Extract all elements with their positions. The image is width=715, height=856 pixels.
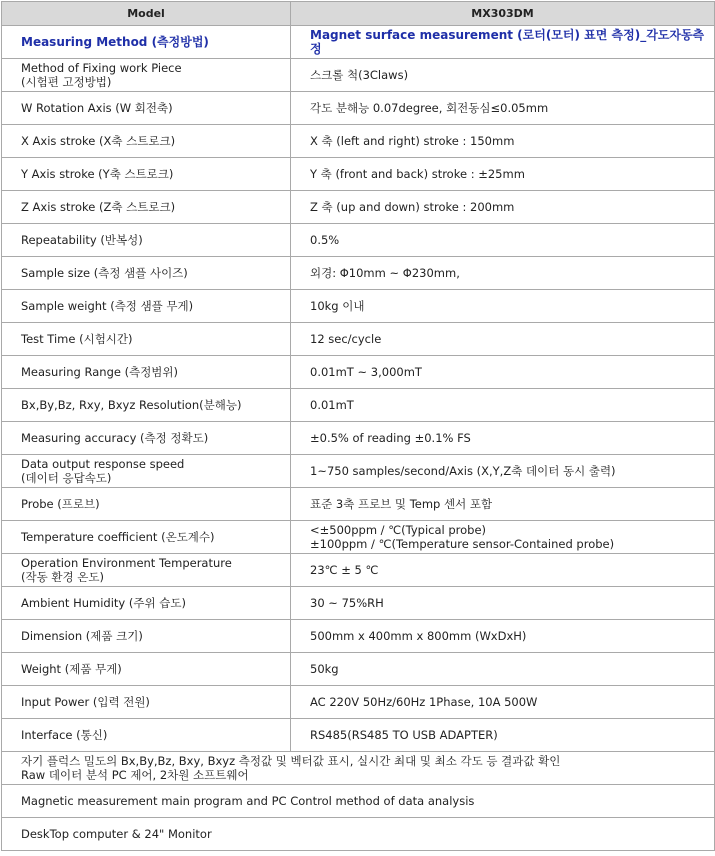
spec-row <box>2 686 715 719</box>
spec-label-line: Ambient Humidity (주위 습도) <box>21 596 186 610</box>
spec-label-line: Test Time (시험시간) <box>21 332 133 346</box>
spec-label-line: Z Axis stroke (Z축 스트로크) <box>21 200 176 214</box>
spec-label-line: Interface (통신) <box>21 728 108 742</box>
spec-value <box>291 620 715 653</box>
spec-value <box>291 554 715 587</box>
spec-value-line: ±100ppm / ℃(Temperature sensor-Contained probe) <box>310 537 615 551</box>
spec-row <box>2 92 715 125</box>
spec-value <box>291 356 715 389</box>
spec-value-line: 0.5% <box>310 233 340 247</box>
spec-value <box>291 653 715 686</box>
spec-row <box>2 422 715 455</box>
spec-label <box>2 719 291 752</box>
spec-row <box>2 158 715 191</box>
note-text-line: Raw 데이터 분석 PC 제어, 2차원 소프트웨어 <box>21 768 249 782</box>
spec-table <box>1 1 715 851</box>
spec-label-line: Bx,By,Bz, Rxy, Bxyz Resolution(분해능) <box>21 398 242 412</box>
note-text-line: DeskTop computer & 24" Monitor <box>21 827 212 841</box>
spec-row <box>2 356 715 389</box>
spec-label <box>2 356 291 389</box>
spec-row <box>2 125 715 158</box>
note-text <box>2 752 715 785</box>
spec-value-line: 외경: Φ10mm ~ Φ230mm, <box>310 266 460 280</box>
spec-value-line: RS485(RS485 TO USB ADAPTER) <box>310 728 498 742</box>
note-text <box>2 818 715 851</box>
spec-value-line: 23℃ ± 5 ℃ <box>310 563 379 577</box>
spec-label-line: (작동 환경 온도) <box>21 570 104 584</box>
spec-label <box>2 59 291 92</box>
spec-value <box>291 455 715 488</box>
spec-value <box>291 323 715 356</box>
measuring-method-row <box>2 26 715 59</box>
spec-row <box>2 620 715 653</box>
spec-label-line: Probe (프로브) <box>21 497 100 511</box>
note-text-line: 자기 플럭스 밀도의 Bx,By,Bz, Bxy, Bxyz 측정값 및 벡터값 표시, 실시간 최대 및 최소 각도 등 결과값 확인 <box>21 754 561 768</box>
spec-label <box>2 323 291 356</box>
spec-label-line: Sample size (측정 샘플 사이즈) <box>21 266 188 280</box>
spec-label-line: Input Power (입력 전원) <box>21 695 150 709</box>
model-label: Model <box>2 2 291 26</box>
note-row <box>2 818 715 851</box>
spec-value <box>291 389 715 422</box>
spec-label <box>2 257 291 290</box>
spec-label <box>2 554 291 587</box>
spec-value-line: AC 220V 50Hz/60Hz 1Phase, 10A 500W <box>310 695 538 709</box>
spec-label-line: Repeatability (반복성) <box>21 233 143 247</box>
spec-label <box>2 521 291 554</box>
spec-value <box>291 521 715 554</box>
spec-label-line: W Rotation Axis (W 회전축) <box>21 101 173 115</box>
spec-row <box>2 290 715 323</box>
spec-row <box>2 257 715 290</box>
spec-row <box>2 488 715 521</box>
spec-value <box>291 125 715 158</box>
spec-value-line: Z 축 (up and down) stroke : 200mm <box>310 200 515 214</box>
spec-label-line: Y Axis stroke (Y축 스트로크) <box>21 167 174 181</box>
spec-label-line: Measuring Range (측정범위) <box>21 365 179 379</box>
spec-value <box>291 587 715 620</box>
spec-label <box>2 422 291 455</box>
spec-value-line: <±500ppm / ℃(Typical probe) <box>310 523 487 537</box>
spec-value <box>291 719 715 752</box>
note-row <box>2 785 715 818</box>
spec-label <box>2 488 291 521</box>
spec-value-line: X 축 (left and right) stroke : 150mm <box>310 134 515 148</box>
spec-label <box>2 92 291 125</box>
model-value: MX303DM <box>291 2 715 26</box>
spec-value-line: Y 축 (front and back) stroke : ±25mm <box>310 167 525 181</box>
spec-label-line: Dimension (제품 크기) <box>21 629 143 643</box>
spec-value <box>291 158 715 191</box>
spec-label-line: Operation Environment Temperature <box>21 556 232 570</box>
spec-value-line: ±0.5% of reading ±0.1% FS <box>310 431 471 445</box>
spec-label <box>2 686 291 719</box>
spec-row <box>2 323 715 356</box>
spec-label-line: (시험편 고정방법) <box>21 75 112 89</box>
spec-label <box>2 587 291 620</box>
spec-value-line: 0.01mT ~ 3,000mT <box>310 365 422 379</box>
spec-value-line: 1~750 samples/second/Axis (X,Y,Z축 데이터 동시 출력) <box>310 464 616 478</box>
spec-value-line: 각도 분해능 0.07degree, 회전동심≤0.05mm <box>310 101 549 115</box>
spec-label <box>2 158 291 191</box>
spec-row <box>2 191 715 224</box>
spec-value <box>291 422 715 455</box>
spec-label <box>2 389 291 422</box>
spec-label <box>2 191 291 224</box>
spec-label-line: Sample weight (측정 샘플 무게) <box>21 299 194 313</box>
spec-row <box>2 587 715 620</box>
spec-label-line: (데이터 응답속도) <box>21 471 112 485</box>
spec-value <box>291 290 715 323</box>
spec-label <box>2 125 291 158</box>
note-row <box>2 752 715 785</box>
spec-label-line: Measuring accuracy (측정 정확도) <box>21 431 209 445</box>
spec-row <box>2 224 715 257</box>
spec-row <box>2 389 715 422</box>
spec-label <box>2 653 291 686</box>
spec-row <box>2 455 715 488</box>
spec-value <box>291 191 715 224</box>
measuring-method-label: Measuring Method (측정방법) <box>2 26 291 59</box>
spec-label <box>2 290 291 323</box>
spec-row <box>2 59 715 92</box>
spec-value <box>291 686 715 719</box>
spec-row <box>2 653 715 686</box>
spec-value-line: 10kg 이내 <box>310 299 365 313</box>
spec-value-line: 50kg <box>310 662 339 676</box>
spec-value-line: 표준 3축 프로브 및 Temp 센서 포함 <box>310 497 493 511</box>
spec-row <box>2 719 715 752</box>
spec-value <box>291 224 715 257</box>
spec-value <box>291 59 715 92</box>
spec-value <box>291 92 715 125</box>
spec-value-line: 30 ~ 75%RH <box>310 596 384 610</box>
spec-value-line: 0.01mT <box>310 398 354 412</box>
spec-label-line: Weight (제품 무게) <box>21 662 122 676</box>
spec-label-line: Method of Fixing work Piece <box>21 61 182 75</box>
spec-row <box>2 554 715 587</box>
spec-label-line: Temperature coefficient (온도계수) <box>21 530 215 544</box>
spec-row <box>2 521 715 554</box>
spec-label <box>2 620 291 653</box>
spec-value <box>291 257 715 290</box>
spec-label-line: X Axis stroke (X축 스트로크) <box>21 134 176 148</box>
header-row <box>2 2 715 26</box>
spec-label <box>2 455 291 488</box>
spec-value <box>291 488 715 521</box>
spec-label-line: Data output response speed <box>21 457 185 471</box>
spec-label <box>2 224 291 257</box>
spec-value-line: 500mm x 400mm x 800mm (WxDxH) <box>310 629 527 643</box>
note-text-line: Magnetic measurement main program and PC Control method of data analysis <box>21 794 475 808</box>
spec-value-line: 스크롤 척(3Claws) <box>310 68 409 82</box>
measuring-method-value: Magnet surface measurement (로터(모터) 표면 측정)_각도자동측정 <box>291 26 715 59</box>
spec-value-line: 12 sec/cycle <box>310 332 382 346</box>
note-text <box>2 785 715 818</box>
